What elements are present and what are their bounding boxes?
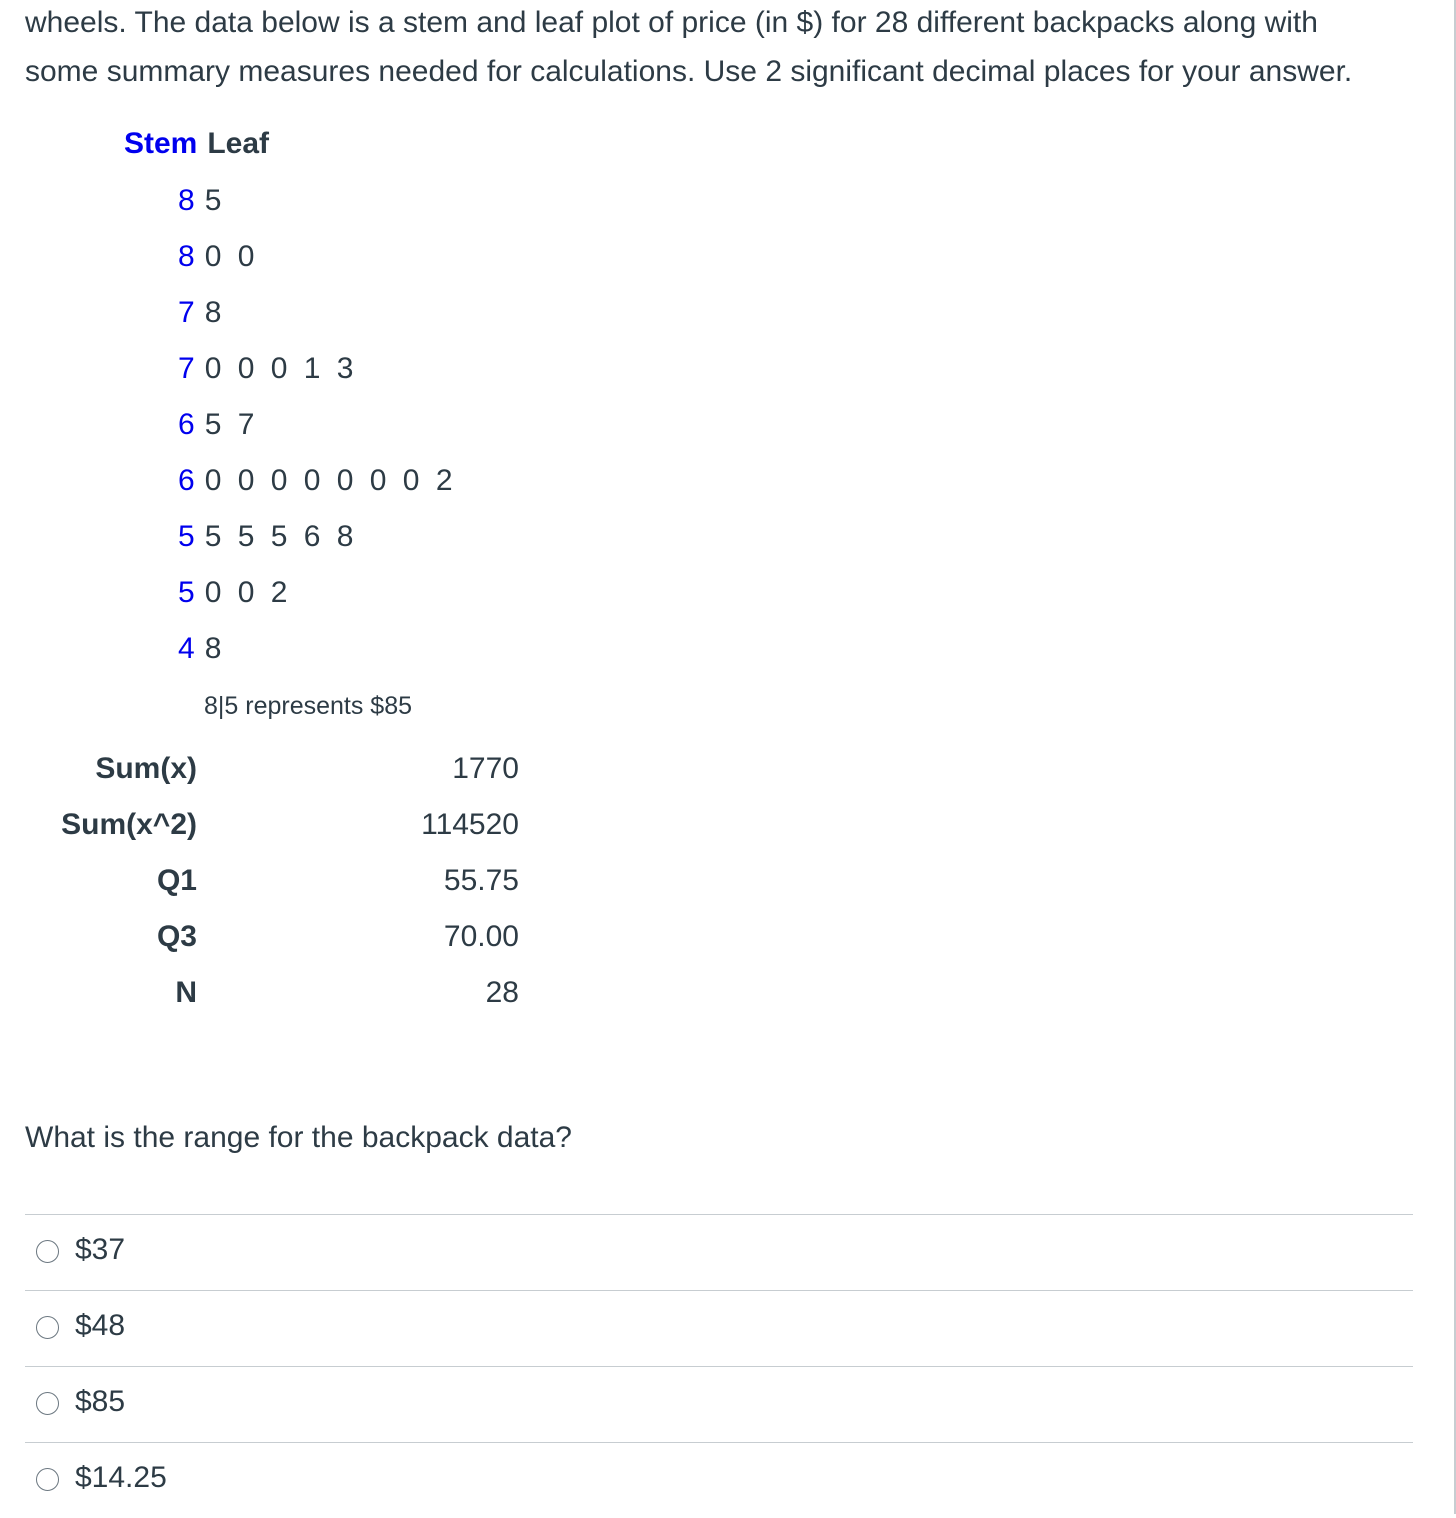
- summary-value: 55.75: [443, 864, 519, 897]
- summary-value: 28: [485, 976, 519, 1009]
- stem-leaf-row: [178, 240, 258, 280]
- summary-value: 70.00: [443, 920, 519, 953]
- leaf-values: 0 0: [204, 240, 259, 273]
- summary-label: Q1: [156, 864, 197, 897]
- answer-label[interactable]: $14.25: [75, 1461, 167, 1494]
- answer-list: [25, 1214, 1413, 1518]
- answer-label[interactable]: $37: [75, 1233, 126, 1266]
- stem-leaf-row: [178, 184, 225, 224]
- leaf-values: 0 0 0 1 3: [204, 352, 358, 385]
- radio-button[interactable]: [36, 1240, 59, 1263]
- leaf-values: 5 5 5 6 8: [204, 520, 358, 553]
- radio-button[interactable]: [36, 1316, 59, 1339]
- stem-leaf-key: 8|5 represents $85: [204, 692, 413, 720]
- stem-leaf-header: [124, 127, 269, 161]
- answer-label[interactable]: $48: [75, 1309, 126, 1342]
- question-intro: [25, 0, 1425, 96]
- summary-label: Sum(x^2): [61, 808, 197, 841]
- stem-leaf-row: [178, 464, 457, 504]
- leaf-header: Leaf: [207, 127, 270, 160]
- intro-line-2: some summary measures needed for calculations. Use 2 significant decimal places for your answer.: [25, 55, 1353, 88]
- radio-button[interactable]: [36, 1468, 59, 1491]
- stem-value: 7: [178, 296, 199, 329]
- answer-option[interactable]: [25, 1214, 1413, 1290]
- stem-value: 6: [178, 408, 199, 441]
- stem-value: 5: [178, 520, 199, 553]
- stem-leaf-row: [178, 576, 291, 616]
- stem-header: Stem: [124, 127, 198, 160]
- stem-value: 5: [178, 576, 199, 609]
- answer-option[interactable]: [25, 1366, 1413, 1442]
- stem-leaf-row: [178, 352, 357, 392]
- question-text: What is the range for the backpack data?: [25, 1121, 572, 1154]
- summary-label: N: [175, 976, 197, 1009]
- leaf-values: 0 0 2: [204, 576, 292, 609]
- stem-value: 4: [178, 632, 199, 665]
- summary-value: 1770: [452, 752, 519, 785]
- leaf-values: 8: [204, 632, 226, 665]
- stem-value: 7: [178, 352, 199, 385]
- summary-value: 114520: [421, 808, 519, 841]
- radio-button[interactable]: [36, 1392, 59, 1415]
- answer-label[interactable]: $85: [75, 1385, 126, 1418]
- stem-leaf-row: [178, 296, 225, 336]
- answer-option[interactable]: [25, 1290, 1413, 1366]
- summary-label: Sum(x): [95, 752, 197, 785]
- leaf-values: 0 0 0 0 0 0 0 2: [204, 464, 457, 497]
- stem-leaf-row: [178, 632, 225, 672]
- leaf-values: 8: [204, 296, 226, 329]
- stem-leaf-row: [178, 520, 357, 560]
- intro-line-1: wheels. The data below is a stem and leaf plot of price (in $) for 28 different backpacks along with: [25, 6, 1318, 39]
- leaf-values: 5 7: [204, 408, 259, 441]
- stem-value: 8: [178, 184, 199, 217]
- summary-label: Q3: [156, 920, 197, 953]
- stem-leaf-row: [178, 408, 258, 448]
- leaf-values: 5: [204, 184, 226, 217]
- stem-value: 8: [178, 240, 199, 273]
- answer-option[interactable]: [25, 1442, 1413, 1518]
- stem-value: 6: [178, 464, 199, 497]
